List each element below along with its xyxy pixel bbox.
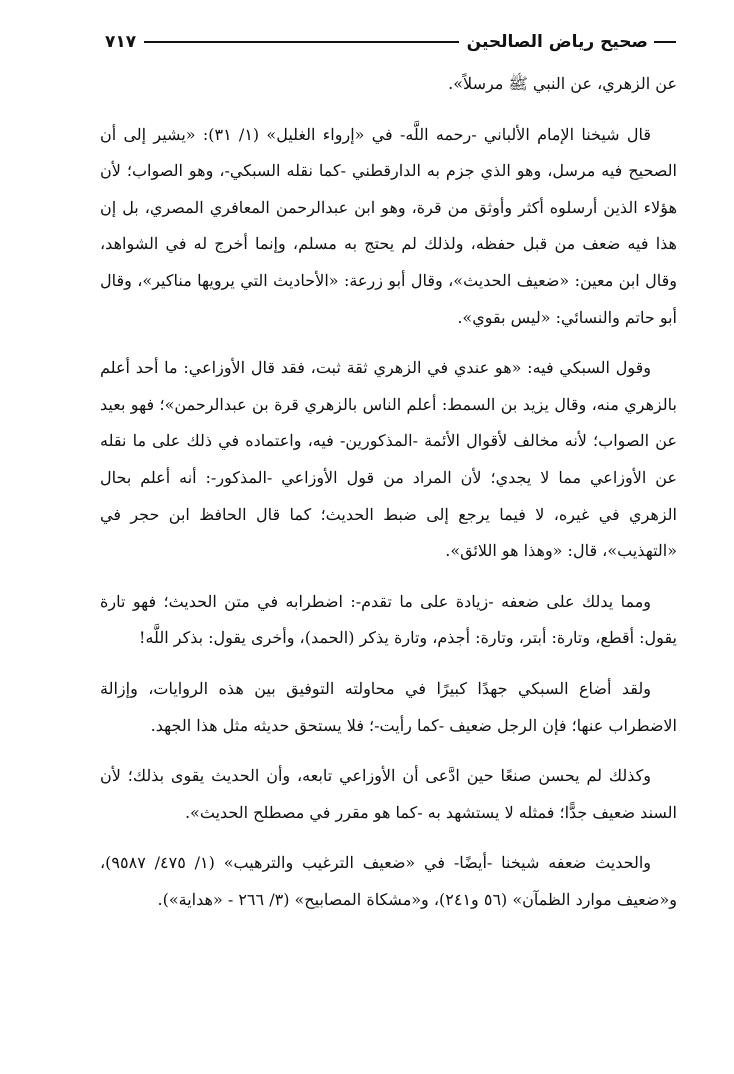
- paragraph: والحديث ضعفه شيخنا -أيضًا- في «ضعيف الترغيب والترهيب» (١/ ٤٧٥/ ٩٥٨٧)، و«ضعيف موارد الظمآن» (٥٦ و٢٤١)، و«مشكاة المصابيح» (٣/ ٢٦٦ - «هداية»).: [100, 853, 677, 909]
- running-header: [105, 30, 676, 54]
- header-dash: [654, 41, 676, 43]
- paragraph: وقول السبكي فيه: «هو عندي في الزهري ثقة ثبت، فقد قال الأوزاعي: ما أحد أعلم بالزهري منه، وقال يزيد بن السمط: أعلم الناس بالزهري قرة بن عبدالرحمن»؛ فهو بعيد عن الصواب؛ لأنه مخالف لأقوال الأئمة -المذكورين- فيه، واعتماده في ذلك على ما نقله عن الأوزاعي مما لا يجدي؛ لأن المراد من قول الأوزاعي -المذكور-: أنه أعلم بحال الزهري في غيره، لا فيما يرجع إلى ضبط الحديث؛ كما قال الحافظ ابن حجر في «التهذيب»، قال: «وهذا هو اللائق».: [100, 358, 678, 561]
- paragraph: وكذلك لم يحسن صنعًا حين ادَّعى أن الأوزاعي تابعه، وأن الحديث يقوى بذلك؛ لأن السند ضعيف جدًّا؛ فمثله لا يستشهد به -كما هو مقرر في مصطلح الحديث».: [100, 766, 677, 822]
- body-text: [100, 66, 677, 932]
- paragraph: عن الزهري، عن النبي ﷺ مرسلاً».: [448, 74, 677, 93]
- paragraph: ولقد أضاع السبكي جهدًا كبيرًا في محاولته التوفيق بين هذه الروايات، وإزالة الاضطراب عنها؛ فإن الرجل ضعيف -كما رأيت-؛ فلا يستحق حديثه مثل هذا الجهد.: [100, 678, 677, 735]
- paragraph: ومما يدلك على ضعفه -زيادة على ما تقدم-: اضطرابه في متن الحديث؛ فهو تارة يقول: أقطع، وتارة: أبتر، وتارة: أجذم، وتارة يذكر (الحمد)، وأخرى يقول: بذكر اللَّه!: [100, 591, 677, 648]
- paragraph: قال شيخنا الإمام الألباني -رحمه اللَّه- في «إرواء الغليل» (١/ ٣١): «يشير إلى أن الصحيح فيه مرسل، وهو الذي جزم به الدارقطني -كما نقله السبكي-، وهو الصواب؛ لأن هؤلاء الذين أرسلوه أكثر وأوثق من قرة، وهو ابن عبدالرحمن المعافري المصري، بل إن هذا فيه ضعف من قبل حفظه، ولذلك لم يحتج به مسلم، وإنما أخرج له في الشواهد، وقال ابن معين: «ضعيف الحديث»، وقال أبو زرعة: «الأحاديث التي يرويها مناكير»، وقال أبو حاتم والنسائي: «ليس بقوي».: [100, 124, 677, 327]
- page-number: ٧١٧: [105, 32, 137, 52]
- header-rule: [144, 41, 459, 43]
- running-title: صحيح رياض الصالحين: [466, 32, 648, 52]
